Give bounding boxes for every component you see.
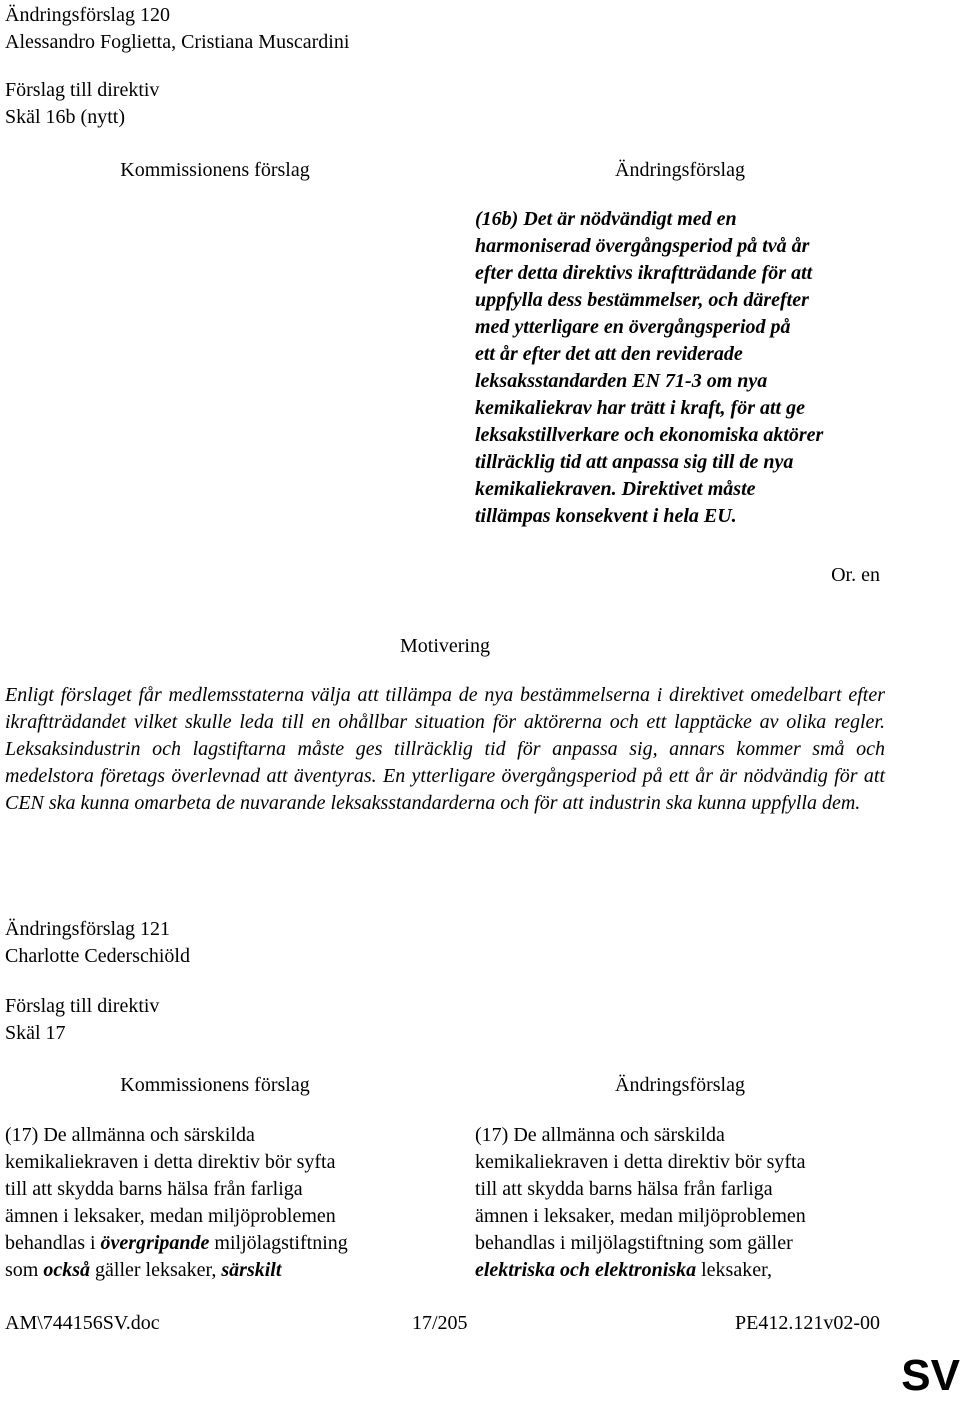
amendment-121-right-column-header: Ändringsförslag: [615, 1074, 745, 1096]
amendment-121-commission-text: [5, 1122, 435, 1284]
text-line: [475, 1257, 905, 1284]
amendment-121-left-column-header: Kommissionens förslag: [120, 1074, 310, 1096]
amendment-121-authors: Charlotte Cederschiöld: [5, 945, 190, 967]
text-fragment: gäller leksaker,: [90, 1259, 222, 1281]
deleted-word: också: [43, 1259, 91, 1281]
text-line: [5, 1257, 435, 1284]
amendment-120-proposal-type: Förslag till direktiv: [5, 79, 160, 101]
language-code: SV: [901, 1351, 960, 1400]
justification-text: Enligt förslaget får medlemsstaterna välja att tillämpa de nya bestämmelserna i direktivet omedelbart efter ikraftträdandet vilket skulle leda till en ohållbar situation för aktörerna och ett lapptäcke av olika regler. Leksaksindustrin och lagstiftarna måste ges tillräcklig tid för anpassa sig, annars kommer små och medelstora företags överlevnad att äventyras. En ytterligare övergångsperiod på ett år är nödvändig för att CEN ska kunna omarbeta de nuvarande leksaksstandarderna och för att industrin ska kunna uppfylla dem.: [5, 684, 885, 814]
text-line: (17) De allmänna och särskilda: [5, 1124, 255, 1146]
text-line: till att skydda barns hälsa från farliga: [475, 1178, 773, 1200]
document-reference: AM\744156SV.doc: [5, 1312, 160, 1334]
text-line: uppfylla dess bestämmelser, och därefter: [475, 289, 809, 311]
deleted-word: särskilt: [221, 1259, 282, 1281]
page-number: 17/205: [412, 1312, 468, 1334]
text-line: ämnen i leksaker, medan miljöproblemen: [5, 1205, 336, 1227]
text-fragment: miljölagstiftning: [209, 1232, 348, 1254]
text-line: (16b) Det är nödvändigt med en: [475, 208, 737, 230]
text-line: till att skydda barns hälsa från farliga: [5, 1178, 303, 1200]
text-line: kemikaliekrav har trätt i kraft, för att ge: [475, 397, 805, 419]
text-line: kemikaliekraven i detta direktiv bör syfta: [475, 1151, 806, 1173]
page-footer: [0, 1310, 960, 1340]
amendment-120-left-column-header: Kommissionens förslag: [120, 159, 310, 181]
text-line: harmoniserad övergångsperiod på två år: [475, 235, 810, 257]
amendment-120-authors: Alessandro Foglietta, Cristiana Muscardini: [5, 31, 350, 53]
text-line: [5, 1230, 435, 1257]
text-line: behandlas i miljölagstiftning som gäller: [475, 1232, 793, 1254]
original-language-note: Or. en: [831, 564, 880, 586]
text-line: kemikaliekraven. Direktivet måste: [475, 478, 756, 500]
justification-title: Motivering: [400, 635, 490, 657]
amendment-121-proposal-type: Förslag till direktiv: [5, 995, 160, 1017]
text-fragment: leksaker,: [696, 1259, 772, 1281]
amendment-120-new-text: [475, 206, 905, 530]
text-line: ämnen i leksaker, medan miljöproblemen: [475, 1205, 806, 1227]
text-line: leksakstillverkare och ekonomiska aktörer: [475, 424, 824, 446]
text-line: ett år efter det att den reviderade: [475, 343, 743, 365]
inserted-words: elektriska och elektroniska: [475, 1259, 697, 1281]
pe-reference: PE412.121v02-00: [735, 1312, 880, 1334]
amendment-120-number: Ändringsförslag 120: [5, 4, 170, 26]
amendment-120-section: Skäl 16b (nytt): [5, 106, 125, 128]
deleted-word: övergripande: [100, 1232, 210, 1254]
text-line: efter detta direktivs ikraftträdande för att: [475, 262, 813, 284]
text-line: med ytterligare en övergångsperiod på: [475, 316, 791, 338]
amendment-121-section: Skäl 17: [5, 1022, 66, 1044]
text-line: (17) De allmänna och särskilda: [475, 1124, 725, 1146]
text-fragment: behandlas i: [5, 1232, 101, 1254]
text-line: leksaksstandarden EN 71-3 om nya: [475, 370, 768, 392]
amendment-121-number: Ändringsförslag 121: [5, 918, 170, 940]
text-fragment: som: [5, 1259, 44, 1281]
text-line: kemikaliekraven i detta direktiv bör syfta: [5, 1151, 336, 1173]
text-line: tillräcklig tid att anpassa sig till de nya: [475, 451, 794, 473]
amendment-120-right-column-header: Ändringsförslag: [615, 159, 745, 181]
text-line: tillämpas konsekvent i hela EU.: [475, 505, 737, 527]
amendment-121-amended-text: [475, 1122, 905, 1284]
